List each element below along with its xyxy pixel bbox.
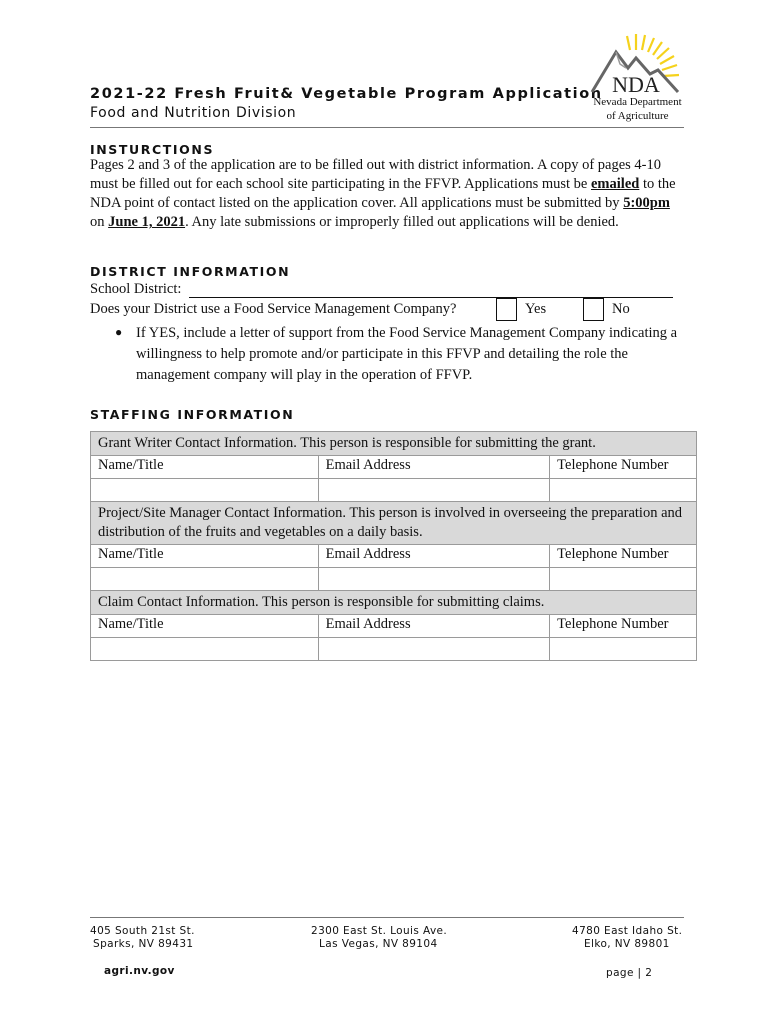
- email-cell[interactable]: [318, 638, 550, 661]
- col-email: Email Address: [318, 545, 550, 568]
- fsmc-question: Does your District use a Food Service Management Company?: [90, 301, 457, 317]
- column-header-row: [91, 615, 697, 638]
- col-telephone: Telephone Number: [550, 615, 697, 638]
- telephone-cell[interactable]: [550, 638, 697, 661]
- page-number: page | 2: [606, 967, 653, 979]
- address-sparks: 405 South 21st St. Sparks, NV 89431: [90, 925, 195, 950]
- address-elko: 4780 East Idaho St. Elko, NV 89801: [572, 925, 683, 950]
- name-title-cell[interactable]: [91, 638, 319, 661]
- col-telephone: Telephone Number: [550, 456, 697, 479]
- col-telephone: Telephone Number: [550, 545, 697, 568]
- district-heading: DISTRICT INFORMATION: [90, 264, 291, 279]
- yes-label: Yes: [525, 301, 547, 317]
- col-name-title: Name/Title: [91, 545, 319, 568]
- svg-text:NDA: NDA: [612, 72, 660, 97]
- emailed-emphasis: emailed: [591, 176, 640, 192]
- claim-contact-entry-row: [91, 638, 697, 661]
- column-header-row: [91, 456, 697, 479]
- instructions-heading: INSTURCTIONS: [90, 142, 215, 157]
- deadline-time: 5:00pm: [623, 195, 670, 211]
- name-title-cell[interactable]: [91, 568, 319, 591]
- header-divider: [90, 127, 684, 128]
- claim-contact-header-row: [91, 591, 697, 615]
- footer-divider: [90, 917, 684, 918]
- group-title: Grant Writer Contact Information. This person is responsible for submitting the grant.: [91, 432, 697, 456]
- telephone-cell[interactable]: [550, 568, 697, 591]
- form-title: 2021-22 Fresh Fruit& Vegetable Program Application: [90, 86, 603, 102]
- bullet-icon: ●: [115, 325, 123, 339]
- telephone-cell[interactable]: [550, 479, 697, 502]
- fsmc-bullet-text: If YES, include a letter of support from the Food Service Management Company indicating a willingness to help promote and/or participate in this FFVP and detailing the role the management company will play in the operation of FFVP.: [136, 325, 678, 383]
- no-checkbox[interactable]: [583, 298, 604, 321]
- name-title-cell[interactable]: [91, 479, 319, 502]
- grant-writer-header-row: [91, 432, 697, 456]
- site-manager-header-row: [91, 502, 697, 545]
- column-header-row: [91, 545, 697, 568]
- yes-checkbox[interactable]: [496, 298, 517, 321]
- col-email: Email Address: [318, 456, 550, 479]
- email-cell[interactable]: [318, 568, 550, 591]
- website-link[interactable]: agri.nv.gov: [104, 965, 175, 977]
- staffing-table: [90, 431, 697, 661]
- address-las-vegas: 2300 East St. Louis Ave. Las Vegas, NV 89104: [311, 925, 448, 950]
- grant-writer-entry-row: [91, 479, 697, 502]
- staffing-heading: STAFFING INFORMATION: [90, 407, 295, 422]
- instructions-paragraph: Pages 2 and 3 of the application are to be filled out with district information. A copy of pages 4-10 must be filled out for each school site participating in the FFVP. Applications must be emailed to the NDA point of contact listed on the application cover. All applications must be submitted by 5:00pm on June 1, 2021. Any late submissions or improperly filled out applications will be denied.: [90, 157, 676, 230]
- logo-line-2: of Agriculture: [606, 110, 669, 122]
- col-name-title: Name/Title: [91, 456, 319, 479]
- school-district-label: School District:: [90, 281, 182, 297]
- col-name-title: Name/Title: [91, 615, 319, 638]
- site-manager-entry-row: [91, 568, 697, 591]
- col-email: Email Address: [318, 615, 550, 638]
- deadline-date: June 1, 2021: [108, 214, 186, 230]
- no-label: No: [612, 301, 630, 317]
- group-title: Claim Contact Information. This person is responsible for submitting claims.: [91, 591, 697, 615]
- logo-line-1: Nevada Department: [593, 96, 682, 108]
- email-cell[interactable]: [318, 479, 550, 502]
- division-subtitle: Food and Nutrition Division: [90, 105, 297, 121]
- group-title: Project/Site Manager Contact Information. This person is involved in overseeing the preparation and distribution of the fruits and vegetables on a daily basis.: [91, 502, 697, 545]
